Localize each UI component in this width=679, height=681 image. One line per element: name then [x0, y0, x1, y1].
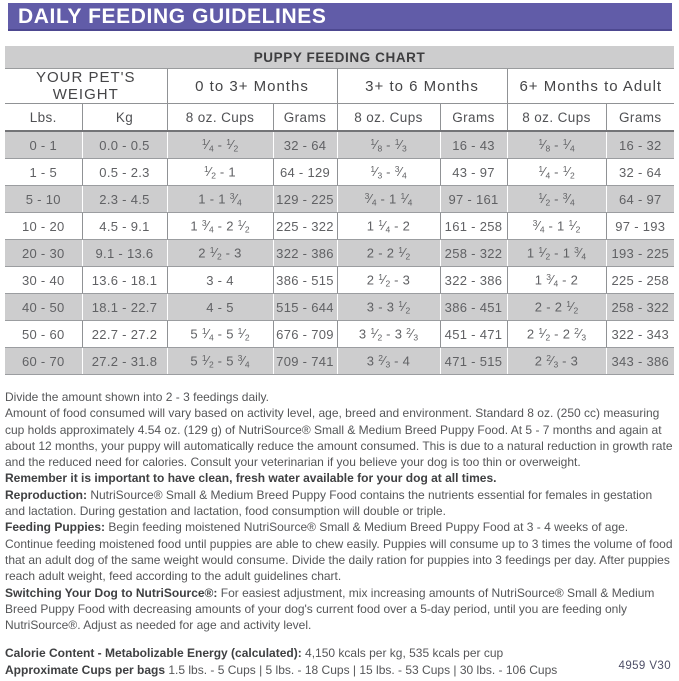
table-cell: 30 - 40	[5, 267, 82, 294]
table-row	[5, 294, 674, 321]
table-cell: 322 - 343	[606, 321, 674, 348]
table-cell: 60 - 70	[5, 348, 82, 375]
column-header: Lbs.	[5, 104, 82, 132]
table-cell: 193 - 225	[606, 240, 674, 267]
table-cell: 10 - 20	[5, 213, 82, 240]
table-cell: $^1⁄_8$ - $^1⁄_4$	[507, 131, 606, 159]
table-cell: 0 - 1	[5, 131, 82, 159]
table-cell: 16 - 32	[606, 131, 674, 159]
table-cell: 2 $^1⁄_2 - 3$	[167, 240, 273, 267]
cups-per-bag-value: 1.5 lbs. - 5 Cups | 5 lbs. - 18 Cups | 15 lbs. - 53 Cups | 30 lbs. - 106 Cups	[165, 662, 558, 677]
table-cell: $^1⁄_2 - 1$	[167, 159, 273, 186]
column-header-row	[5, 104, 674, 132]
group-header: 3+ to 6 Months	[337, 69, 507, 104]
table-cell: 471 - 515	[440, 348, 507, 375]
table-row	[5, 186, 674, 213]
calorie-content-label: Calorie Content - Metabolizable Energy (calculated):	[5, 646, 302, 661]
note-paragraph: Reproduction: NutriSource® Small & Medium Breed Puppy Food contains the nutrients essential for females in gestation and lactation. During gestation and lactation, food consumption will double or triple.	[5, 487, 653, 519]
table-cell: 1 $^3⁄_4 - 2$	[507, 267, 606, 294]
table-cell: 16 - 43	[440, 131, 507, 159]
table-cell: 5 - 10	[5, 186, 82, 213]
table-cell: 0.5 - 2.3	[82, 159, 167, 186]
table-cell: 64 - 129	[273, 159, 337, 186]
column-header: 8 oz. Cups	[507, 104, 606, 132]
column-header: Kg	[82, 104, 167, 132]
table-cell: $^3⁄_4 - 1$ $^1⁄_4$	[337, 186, 440, 213]
table-cell: 161 - 258	[440, 213, 507, 240]
table-cell: 386 - 451	[440, 294, 507, 321]
note-bold-label: Feeding Puppies:	[5, 520, 106, 535]
table-cell: 322 - 386	[273, 240, 337, 267]
table-cell: 343 - 386	[606, 348, 674, 375]
table-cell: 4 - 5	[167, 294, 273, 321]
table-cell: 1 $^1⁄_4 - 2$	[337, 213, 440, 240]
table-cell: 97 - 193	[606, 213, 674, 240]
table-cell: 2 $^1⁄_2 - 3$	[337, 267, 440, 294]
group-header: 0 to 3+ Months	[167, 69, 337, 104]
table-cell: $^1⁄_4$ - $^1⁄_2$	[507, 159, 606, 186]
table-cell: $^1⁄_8$ - $^1⁄_3$	[337, 131, 440, 159]
table-cell: 386 - 515	[273, 267, 337, 294]
table-cell: 129 - 225	[273, 186, 337, 213]
note-bold-label: Switching Your Dog to NutriSource®:	[5, 585, 218, 600]
table-cell: 13.6 - 18.1	[82, 267, 167, 294]
table-cell: 3 $^2⁄_3 - 4$	[337, 348, 440, 375]
table-cell: 3 $^1⁄_2 - 3$ $^2⁄_3$	[337, 321, 440, 348]
group-header-row	[5, 69, 674, 104]
note-bold-label: Remember it is important to have clean, fresh water available for your dog at all times.	[5, 471, 497, 486]
table-cell: 2 - 2 $^1⁄_2$	[507, 294, 606, 321]
column-header: Grams	[273, 104, 337, 132]
table-cell: 709 - 741	[273, 348, 337, 375]
table-cell: 3 - 4	[167, 267, 273, 294]
cups-per-bag-label: Approximate Cups per bags	[5, 662, 166, 677]
table-cell: 258 - 322	[606, 294, 674, 321]
cups-per-bag-line	[5, 662, 674, 679]
group-header: 6+ Months to Adult	[507, 69, 674, 104]
version-code: 4959 V30	[618, 660, 671, 672]
note-paragraph: Switching Your Dog to NutriSource®: For easiest adjustment, mix increasing amounts of NutriSource® Small & Medium Breed Puppy Food with decreasing amounts of your dog's current food over a 5-day period, until you are feeding only NutriSource®. Adjust as needed for age and activity level.	[5, 585, 655, 633]
table-cell: 9.1 - 13.6	[82, 240, 167, 267]
table-row	[5, 131, 674, 159]
table-cell: 40 - 50	[5, 294, 82, 321]
table-cell: 1 - 1 $^3⁄_4$	[167, 186, 273, 213]
table-cell: 5 $^1⁄_2 - 5$ $^3⁄_4$	[167, 348, 273, 375]
table-cell: 1 $^3⁄_4 - 2$ $^1⁄_2$	[167, 213, 273, 240]
footer-info	[5, 645, 674, 678]
table-cell: 2 $^2⁄_3 - 3$	[507, 348, 606, 375]
table-cell: 322 - 386	[440, 267, 507, 294]
note-paragraph: Divide the amount shown into 2 - 3 feedings daily.	[5, 390, 269, 404]
table-cell: 225 - 258	[606, 267, 674, 294]
table-cell: $^1⁄_4$ - $^1⁄_2$	[167, 131, 273, 159]
table-cell: 0.0 - 0.5	[82, 131, 167, 159]
table-cell: 43 - 97	[440, 159, 507, 186]
table-cell: 1 $^1⁄_2 - 1$ $^3⁄_4$	[507, 240, 606, 267]
puppy-feeding-chart	[5, 46, 674, 375]
feeding-guidelines-page	[0, 3, 679, 681]
table-row	[5, 240, 674, 267]
table-cell: 50 - 60	[5, 321, 82, 348]
table-cell: 97 - 161	[440, 186, 507, 213]
table-cell: 515 - 644	[273, 294, 337, 321]
page-title: DAILY FEEDING GUIDELINES	[8, 3, 672, 31]
group-header: YOUR PET'S WEIGHT	[5, 69, 167, 104]
table-cell: 27.2 - 31.8	[82, 348, 167, 375]
table-cell: 64 - 97	[606, 186, 674, 213]
table-cell: 258 - 322	[440, 240, 507, 267]
table-row	[5, 159, 674, 186]
chart-body	[5, 131, 674, 375]
table-cell: $^3⁄_4 - 1$ $^1⁄_2$	[507, 213, 606, 240]
table-cell: 32 - 64	[606, 159, 674, 186]
table-cell: 2.3 - 4.5	[82, 186, 167, 213]
table-cell: 2 $^1⁄_2 - 2$ $^2⁄_3$	[507, 321, 606, 348]
table-row	[5, 213, 674, 240]
column-header: Grams	[440, 104, 507, 132]
table-cell: $^1⁄_2$ - $^3⁄_4$	[507, 186, 606, 213]
table-cell: 676 - 709	[273, 321, 337, 348]
table-cell: 3 - 3 $^1⁄_2$	[337, 294, 440, 321]
table-row	[5, 267, 674, 294]
table-row	[5, 321, 674, 348]
note-paragraph: Amount of food consumed will vary based on activity level, age, breed and environment. Standard 8 oz. (250 cc) measuring cup holds approximately 4.54 oz. (129 g) of NutriSource® Small & Medium Breed Puppy Food. At 5 - 7 months and again at about 12 months, your puppy will automatically reduce the amount consumed. This is due to a natural reduction in growth rate and the reduced need for calories. Consult your veterinarian if you believe your dog is too thin or overweight.	[5, 406, 673, 470]
calorie-content-line	[5, 645, 674, 662]
column-header: 8 oz. Cups	[167, 104, 273, 132]
note-paragraph	[5, 470, 674, 486]
notes	[5, 389, 674, 633]
table-cell: 32 - 64	[273, 131, 337, 159]
table-cell: 1 - 5	[5, 159, 82, 186]
table-cell: 5 $^1⁄_4 - 5$ $^1⁄_2$	[167, 321, 273, 348]
table-cell: 451 - 471	[440, 321, 507, 348]
table-cell: $^1⁄_3$ - $^3⁄_4$	[337, 159, 440, 186]
table-cell: 18.1 - 22.7	[82, 294, 167, 321]
table-row	[5, 348, 674, 375]
column-header: Grams	[606, 104, 674, 132]
table-cell: 22.7 - 27.2	[82, 321, 167, 348]
table-cell: 2 - 2 $^1⁄_2$	[337, 240, 440, 267]
calorie-content-value: 4,150 kcals per kg, 535 kcals per cup	[301, 646, 504, 661]
note-paragraph: Feeding Puppies: Begin feeding moistened NutriSource® Small & Medium Breed Puppy Food at 3 - 4 weeks of age. Continue feeding moistened food until puppies are able to chew easily. Puppies will consume up to 3 times the volume of food that an adult dog of the same weight would consume. Divide the daily ration for puppies into 3 feedings per day. After puppies reach adult weight, feed according to the adult guidelines chart.	[5, 520, 673, 584]
chart-title: PUPPY FEEDING CHART	[5, 46, 674, 69]
table-cell: 225 - 322	[273, 213, 337, 240]
table-cell: 4.5 - 9.1	[82, 213, 167, 240]
note-bold-label: Reproduction:	[5, 487, 87, 502]
column-header: 8 oz. Cups	[337, 104, 440, 132]
chart-header	[5, 46, 674, 131]
table-cell: 20 - 30	[5, 240, 82, 267]
